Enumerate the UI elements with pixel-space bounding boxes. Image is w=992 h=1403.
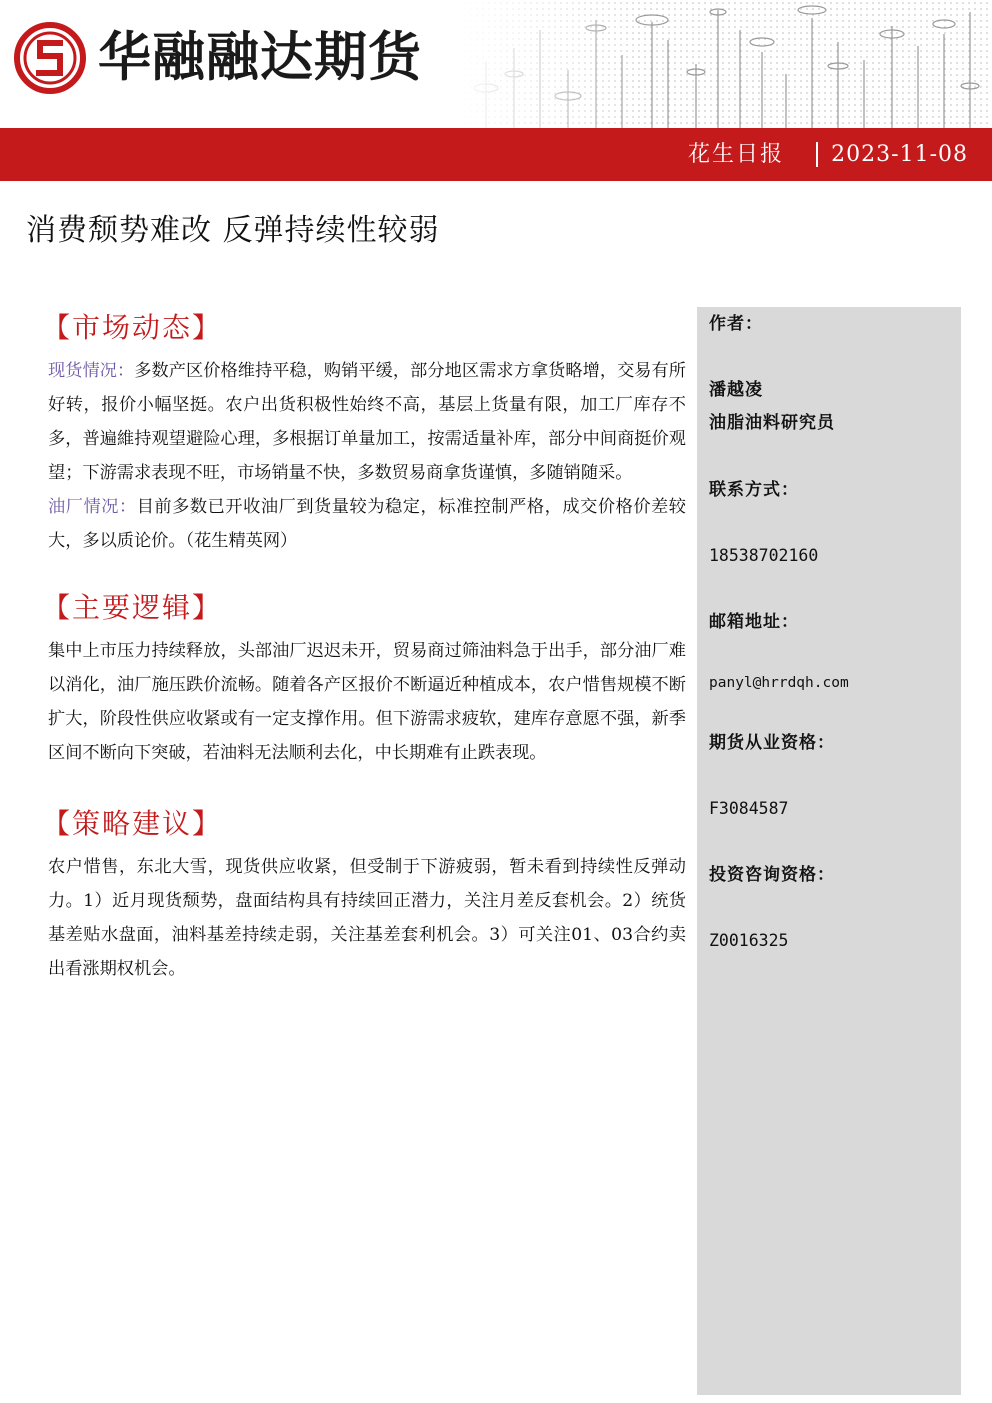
header-decoration: [456, 0, 992, 128]
futures-qual-label: 期货从业资格：: [709, 733, 835, 753]
mill-paragraph: [48, 490, 686, 558]
mill-text: 目前多数已开收油厂到货量较为稳定，标准控制严格，成交价格价差较大，多以质论价。（花生精英网）: [48, 497, 686, 551]
band-separator: [816, 142, 818, 167]
invest-qual-number: Z0016325: [709, 931, 789, 950]
author-role: 油脂油料研究员: [709, 413, 835, 433]
report-title: 消费颓势难改 反弹持续性较弱: [26, 213, 440, 248]
contact-label: 联系方式：: [709, 480, 799, 500]
report-header: [0, 0, 992, 128]
mill-label: 油厂情况：: [48, 497, 137, 517]
author-sidebar: [697, 307, 961, 1395]
section-title-logic: 【主要逻辑】: [42, 591, 223, 624]
phone-number: 18538702160: [709, 546, 819, 565]
email-address[interactable]: panyl@hrrdqh.com: [709, 675, 849, 691]
email-label: 邮箱地址：: [709, 612, 799, 632]
report-date: 2023-11-08: [831, 142, 968, 167]
company-logo: [14, 22, 86, 94]
author-label: 作者：: [709, 314, 763, 334]
invest-qual-label: 投资咨询资格：: [709, 865, 835, 885]
logic-paragraph: 集中上市压力持续释放，头部油厂迟迟未开，贸易商过筛油料急于出手，部分油厂难以消化，油厂施压跌价流畅。随着各产区报价不断逼近种植成本，农户惜售规模不断扩大，阶段性供应收紧或有一定支撑作用。但下游需求疲软，建库存意愿不强，新季区间不断向下突破，若油料无法顺利去化，中长期难有止跌表现。: [48, 641, 686, 763]
strategy-paragraph: 农户惜售，东北大雪，现货供应收紧，但受制于下游疲弱，暂未看到持续性反弹动力。1）近月现货颓势，盘面结构具有持续回正潜力，关注月差反套机会。2）统货基差贴水盘面，油料基差持续走弱，关注基差套利机会。3）可关注01、03合约卖出看涨期权机会。: [48, 857, 686, 979]
futures-qual-number: F3084587: [709, 799, 789, 818]
spot-text: 多数产区价格维持平稳，购销平缓，部分地区需求方拿货略增，交易有所好转，报价小幅坚挺。农户出货积极性始终不高，基层上货量有限，加工厂库存不多，普遍維持观望避险心理，多根据订单量加工，按需适量补库，部分中间商挺价观望；下游需求表现不旺，市场销量不快，多数贸易商拿货谨慎，多随销随采。: [48, 361, 686, 483]
report-type-band: [0, 128, 992, 181]
report-type: 花生日报: [687, 142, 784, 167]
author-name: 潘越凌: [709, 380, 763, 400]
main-content: [42, 306, 686, 986]
brand-name: 华融融达期货: [98, 27, 422, 88]
section-title-strategy: 【策略建议】: [42, 807, 223, 840]
section-title-market: 【市场动态】: [42, 311, 223, 344]
spot-label: 现货情况：: [48, 361, 135, 381]
spot-paragraph: [48, 354, 686, 490]
